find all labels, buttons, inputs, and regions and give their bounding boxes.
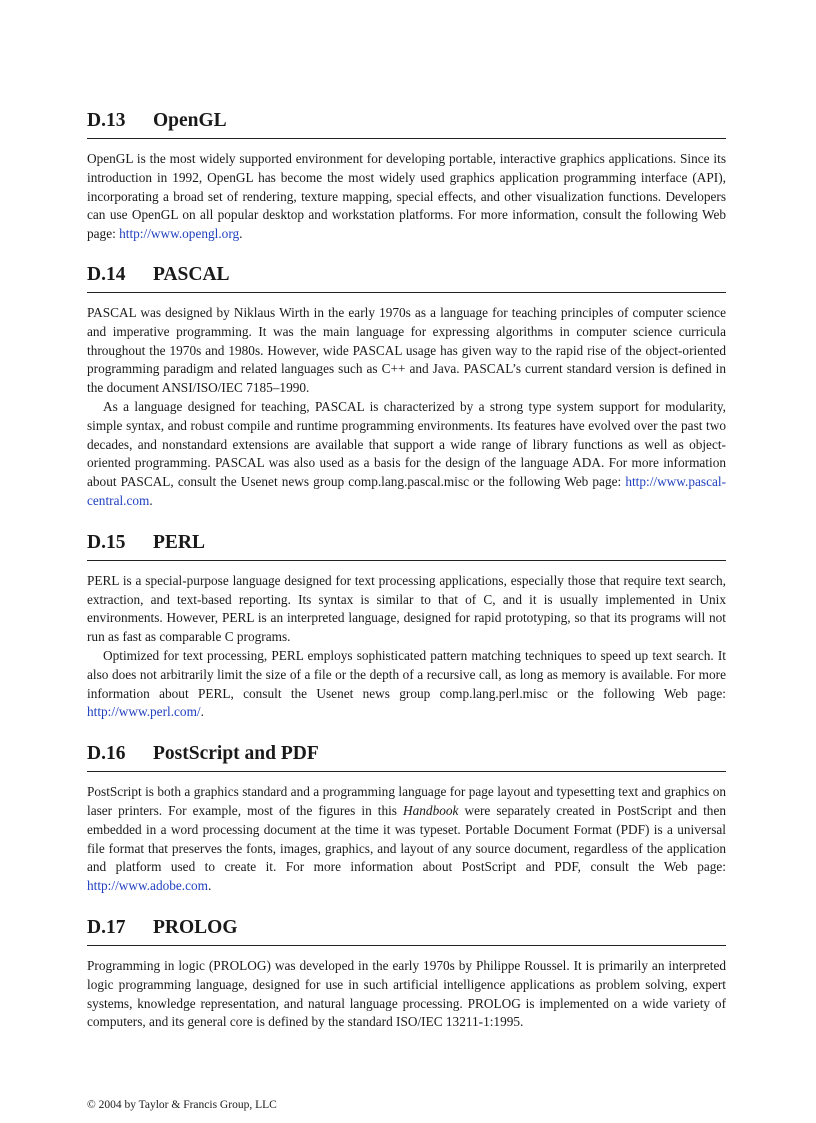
paragraph-text-end: . [200,704,204,720]
paragraph-text: Programming in logic (PROLOG) was developed in the early 1970s by Philippe Roussel. It is primarily an interpreted logic programming language, designed for use in such artificial intelligence applications as problem solving, expert systems, knowledge representation, and natural language processing. PROLOG is implemented on a wide variety of computers, and its general core is defined by the standard ISO/IEC 13211-1:1995. [87,957,726,1030]
web-link[interactable]: http://www.pascal-central.com [87,474,726,508]
section-heading [87,109,726,139]
page-body [87,109,726,1032]
paragraph [87,957,726,1032]
paragraph-text: As a language designed for teaching, PASCAL is characterized by a strong type system support for modularity, simple syntax, and robust compile and runtime programming environments. Its features have evolved over the past two decades, and nonstandard extensions are available that support a wide range of library functions as well as object-oriented programming. PASCAL was also used as a basis for the design of the language ADA. For more information about PASCAL, consult the Usenet news group comp.lang.pascal.misc or the following Web page: [87,398,726,490]
section-heading [87,263,726,293]
section-pascal [87,263,726,511]
paragraph-text-cont: were separately created in PostScript and then embedded in a word processing document at the time it was typeset. Portable Document Format (PDF) is a universal file format that preserves the fonts, images, graphics, and layout of any source document, regardless of the application and platform used to create it. For more information about PostScript and PDF, consult the Web page: [87,802,726,875]
italic-title: Handbook [403,802,459,818]
web-link[interactable]: http://www.adobe.com [87,878,209,894]
section-number: D.17 [87,916,126,938]
section-perl [87,531,726,722]
paragraph [87,398,726,511]
section-heading [87,916,726,946]
section-number: D.14 [87,263,126,285]
section-heading [87,742,726,772]
web-link[interactable]: http://www.opengl.org [119,226,240,242]
paragraph-text: OpenGL is the most widely supported environment for developing portable, interactive graphics applications. Since its introduction in 1992, OpenGL has become the most widely used graphics application programming interface (API), incorporating a broad set of rendering, texture mapping, special effects, and other visualization functions. Developers can use OpenGL on all popular desktop and workstation platforms. For more information, consult the following Web page: [87,151,726,242]
web-link[interactable]: http://www.perl.com/ [87,704,201,720]
section-title: PASCAL [153,263,230,285]
section-number: D.13 [87,110,126,131]
section-heading [87,531,726,561]
paragraph-text-end: . [239,226,243,242]
paragraph [87,572,726,647]
paragraph [87,150,726,244]
section-title: PROLOG [153,916,238,938]
paragraph-text: PostScript is both a graphics standard and a programming language for page layout and typesetting text and graphics on laser printers. For example, most of the figures in this [87,784,726,818]
paragraph-text-end: . [208,878,212,894]
section-opengl [87,109,726,244]
paragraph-text: Optimized for text processing, PERL employs sophisticated pattern matching techniques to speed up text search. It also does not arbitrarily limit the size of a file or the depth of a recursive call, as long as memory is available. For more information about PERL, consult the Usenet news group comp.lang.perl.misc or the following Web page: [87,647,726,701]
paragraph-text: PASCAL was designed by Niklaus Wirth in the early 1970s as a language for teaching principles of computer science and imperative programming. It was the main language for expressing algorithms in computer science curricula throughout the 1970s and 1980s. However, wide PASCAL usage has given way to the rapid rise of the object-oriented programming paradigm and related languages such as C++ and Java. PASCAL’s current standard version is defined in the document ANSI/ISO/IEC 7185–1990. [87,304,726,396]
copyright-footer: © 2004 by Taylor & Francis Group, LLC [87,1099,277,1111]
section-title: OpenGL [153,110,227,131]
paragraph [87,304,726,398]
section-title: PERL [153,531,206,553]
paragraph-text-end: . [149,492,153,508]
section-prolog [87,916,726,1032]
section-number: D.15 [87,531,126,553]
section-number: D.16 [87,743,126,765]
paragraph [87,783,726,896]
section-title: PostScript and PDF [153,743,319,765]
paragraph [87,647,726,722]
paragraph-text: PERL is a special-purpose language designed for text processing applications, especially those that require text search, extraction, and text-based reporting. Its syntax is similar to that of C, and it is usually implemented in Unix environments. However, PERL is an interpreted language, designed for rapid prototyping, so that its programs will not run as fast as comparable C programs. [87,572,726,645]
section-postscript-pdf [87,742,726,896]
